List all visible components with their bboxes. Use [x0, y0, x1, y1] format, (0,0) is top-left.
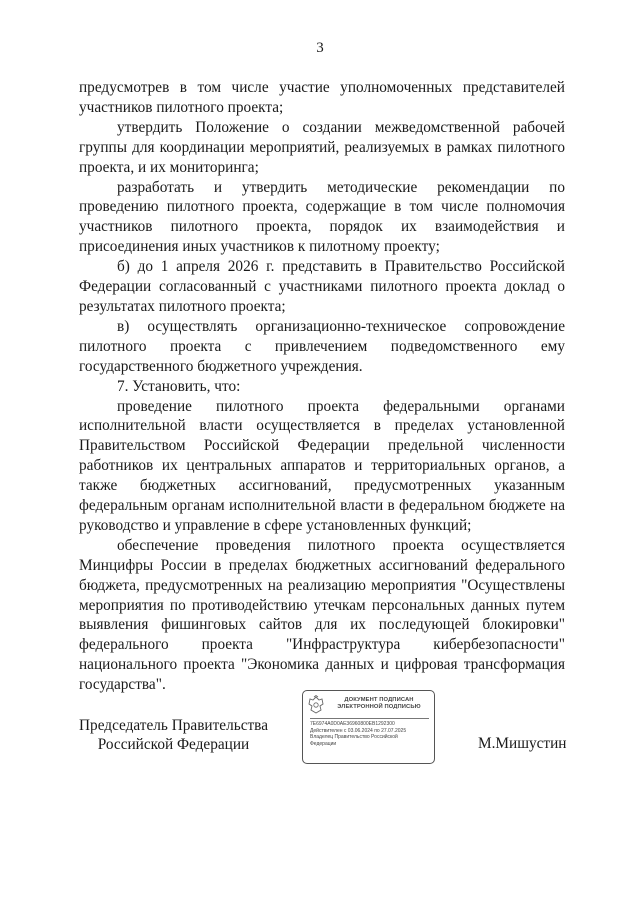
- page-number: 3: [316, 40, 324, 56]
- stamp-owner: Федерации: [310, 740, 337, 747]
- stamp-title: [327, 697, 431, 711]
- paragraph: 7. Установить, что:: [117, 377, 241, 395]
- document-body: [79, 78, 565, 695]
- signatory-title-line: Российской Федерации: [97, 736, 250, 753]
- paragraph: обеспечение проведения пилотного проекта осуществляется Минцифры России в пределах бюджетных ассигнований федерального бюджета, предусмотренных на реализацию мероприятия "Осуществлены мероприятия по противодействию утечкам персональных данных путем выявления фишинговых сайтов для их последующей блокировки" федерального проекта "Инфраструктура кибербезопасности" национального проекта "Экономика данных и цифровая трансформация государства".: [79, 536, 565, 694]
- paragraph: в) осуществлять организационно-техническое сопровождение пилотного проекта с привлечением подведомственного ему государственного бюджетного учреждения.: [79, 317, 565, 375]
- stamp-validity: Действителен с 03.06.2024 по 27.07.2025: [310, 727, 407, 734]
- stamp-details: [310, 721, 434, 747]
- signatory-title: [79, 716, 268, 754]
- paragraph: проведение пилотного проекта федеральными органами исполнительной власти осуществляется в пределах установленной Правительством Российской Федерации предельной численности работников их центральных аппаратов и территориальных органов, а также бюджетных ассигнований, предусмотренных указанным федеральным органам исполнительной власти в федеральном бюджете на руководство и управление в сфере установленных функций;: [79, 397, 565, 534]
- stamp-divider: [310, 718, 429, 719]
- paragraph: б) до 1 апреля 2026 г. представить в Правительство Российской Федерации согласованный с участниками пилотного проекта доклад о результатах пилотного проекта;: [79, 258, 565, 315]
- stamp-certificate: 7E6974A0D0AE36960800EB1292300: [310, 721, 395, 727]
- signatory-title-line: Председатель Правительства: [79, 717, 268, 734]
- paragraph: утвердить Положение о создании межведомственной рабочей группы для координации мероприятий, реализуемых в рамках пилотного проекта, и их мониторинга;: [79, 118, 565, 176]
- stamp-owner: Владелец Правительство Российской: [310, 734, 398, 741]
- electronic-signature-stamp: [302, 690, 435, 764]
- paragraph: разработать и утвердить методические рекомендации по проведению пилотного проекта, содержащие в том числе полномочия участников пилотного проекта, порядок их взаимодействия и присоединения иных участников к пилотному проекту;: [79, 178, 565, 256]
- signatory-name: М.Мишустин: [478, 735, 567, 752]
- stamp-title-line: ЭЛЕКТРОННОЙ ПОДПИСЬЮ: [337, 704, 421, 710]
- paragraph: предусмотрев в том числе участие уполномоченных представителей участников пилотного проекта;: [79, 79, 565, 116]
- coat-of-arms-icon: [307, 695, 325, 715]
- stamp-title-line: ДОКУМЕНТ ПОДПИСАН: [344, 697, 414, 703]
